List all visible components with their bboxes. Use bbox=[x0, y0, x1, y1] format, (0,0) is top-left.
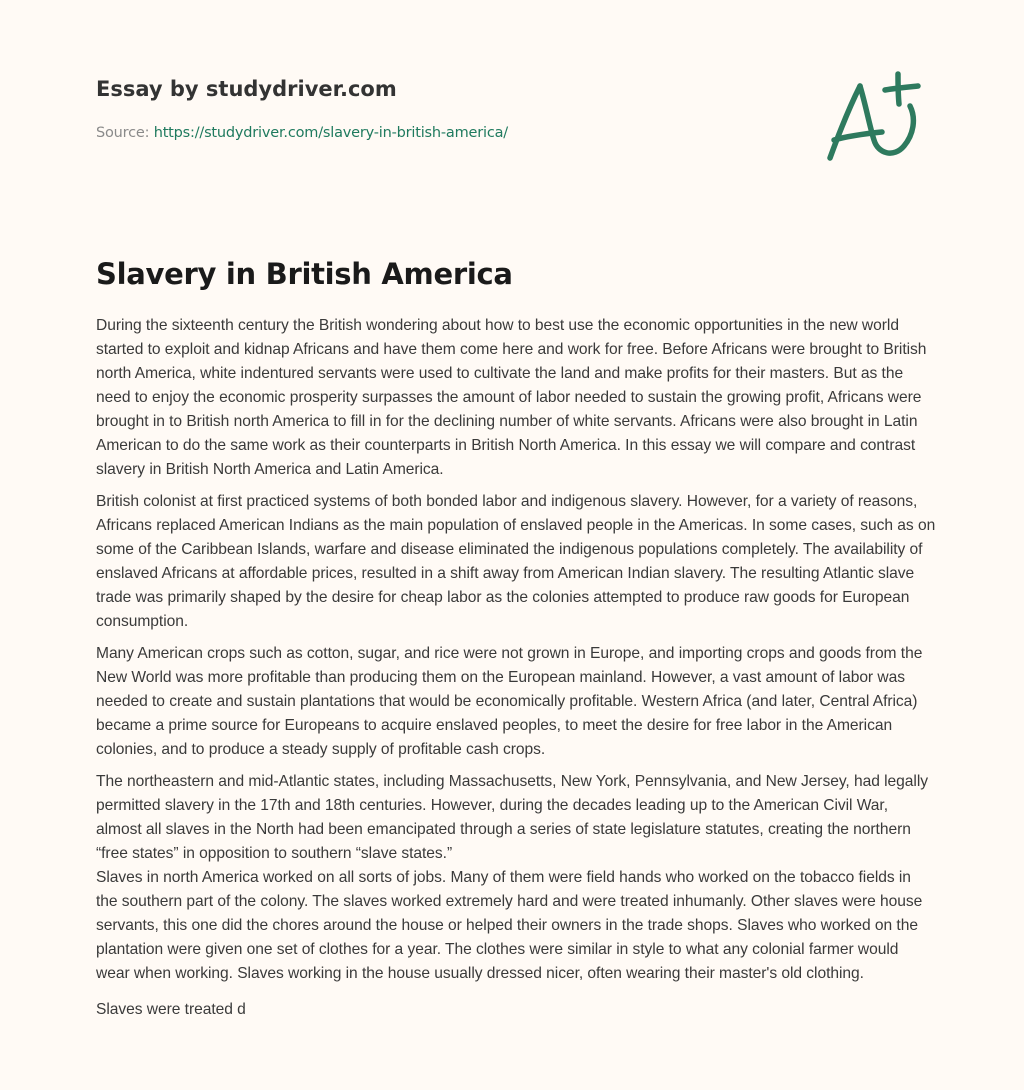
paragraph: During the sixteenth century the British wondering about how to best use the economic opportunities in the new world started to exploit and kidnap Africans and have them come here and work for free. Before Africans were brought to British north America, white indentured servants were used to cultivate the land and make profits for their masters. But as the need to enjoy the economic prosperity surpasses the amount of labor needed to sustain the growing profit, Africans were brought in to British north America to fill in for the declining number of white servants. Africans were also brought in Latin American to do the same work as their counterparts in British North America. In this essay we will compare and contrast slavery in British North America and Latin America. bbox=[96, 317, 927, 478]
source-label: Source: bbox=[96, 125, 154, 141]
paragraph: The northeastern and mid-Atlantic states, including Massachusetts, New York, Pennsylvania, and New Jersey, had legally permitted slavery in the 17th and 18th centuries. However, during the decades leading up to the American Civil War, almost all slaves in the North had been emancipated through a series of state legislature statutes, creating the northern “free states” in opposition to southern “slave states.” bbox=[96, 773, 928, 862]
essay-header bbox=[96, 74, 816, 143]
paragraph: Many American crops such as cotton, sugar, and rice were not grown in Europe, and importing crops and goods from the New World was more profitable than producing them on the European mainland. However, a vast amount of labor was needed to create and sustain plantations that would be economically profitable. Western Africa (and later, Central Africa) became a prime source for Europeans to acquire enslaved peoples, to meet the desire for free labor in the American colonies, and to produce a steady supply of profitable cash crops. bbox=[96, 645, 923, 758]
paragraph-truncated: Slaves were treated d bbox=[96, 1001, 246, 1018]
source-link[interactable]: https://studydriver.com/slavery-in-british-america/ bbox=[153, 125, 508, 141]
article-body bbox=[96, 314, 936, 1030]
article-title: Slavery in British America bbox=[96, 257, 513, 291]
paragraph: Slaves in north America worked on all sorts of jobs. Many of them were field hands who worked on the tobacco fields in the southern part of the colony. The slaves worked extremely hard and were treated inhumanly. Other slaves were house servants, this one did the chores around the house or helped their owners in the trade shops. Slaves who worked on the plantation were given one set of clothes for a year. The clothes were similar in style to what any colonial farmer would wear when working. Slaves working in the house usually dressed nicer, often wearing their master's old clothing. bbox=[96, 869, 923, 982]
source-line bbox=[96, 123, 816, 143]
a-plus-grade-icon bbox=[822, 66, 926, 166]
paragraph: British colonist at first practiced systems of both bonded labor and indigenous slavery. However, for a variety of reasons, Africans replaced American Indians as the main population of enslaved people in the Americas. In some cases, such as on some of the Caribbean Islands, warfare and disease eliminated the indigenous populations completely. The availability of enslaved Africans at affordable prices, resulted in a shift away from American Indian slavery. The resulting Atlantic slave trade was primarily shaped by the desire for cheap labor as the colonies attempted to produce raw goods for European consumption. bbox=[96, 493, 936, 630]
brand-title: Essay by studydriver.com bbox=[96, 77, 397, 101]
